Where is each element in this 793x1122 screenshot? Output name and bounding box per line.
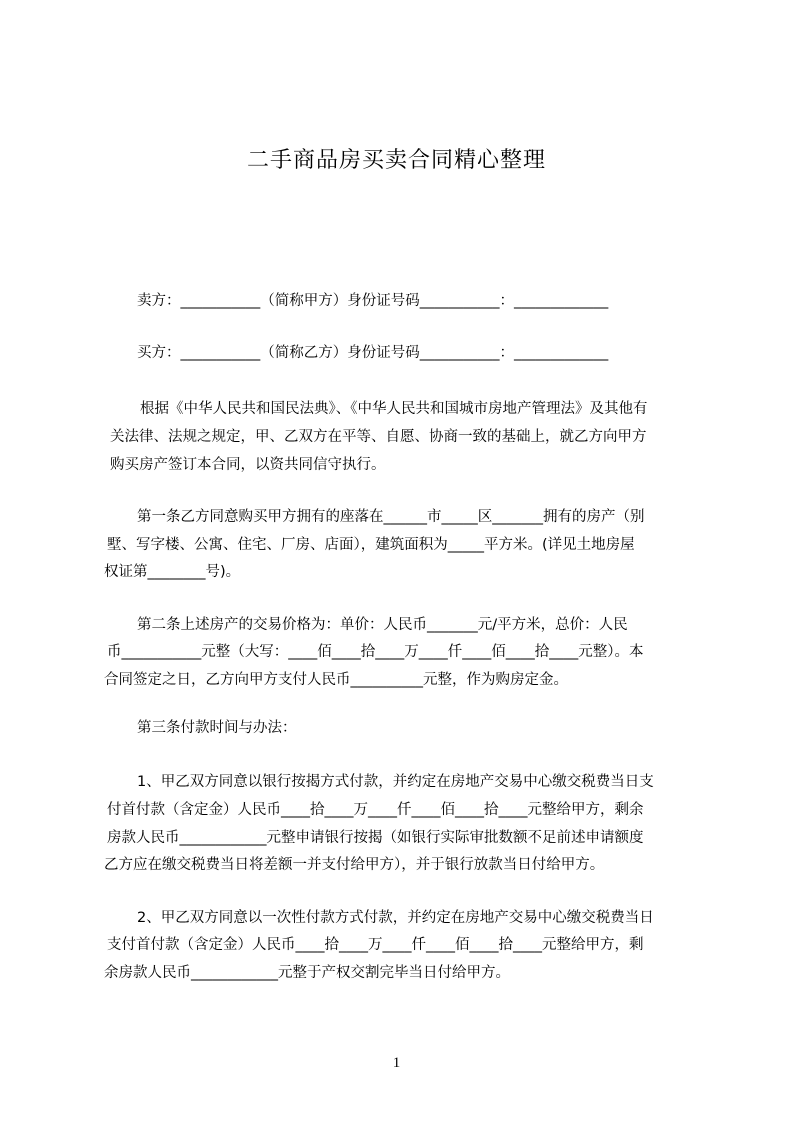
document-title: 二手商品房买卖合同精心整理	[246, 148, 546, 173]
paragraph-line: 乙方应在缴交税费当日将差额一并支付给甲方），并于银行放款当日付给甲方。	[104, 857, 605, 873]
paragraph-line: 房款人民币____________元整申请银行按揭（如银行实际审批数额不足前述申请额度	[107, 830, 644, 846]
article-3-heading: 第三条付款时间与办法：	[137, 720, 297, 736]
paragraph-line: 购买房产签订本合同，以资共同信守执行。	[110, 457, 386, 473]
paragraph-line: 1、甲乙双方同意以银行按揭方式付款，并约定在房地产交易中心缴交税费当日支	[137, 774, 654, 790]
page-number: 1	[392, 1055, 401, 1071]
paragraph-line: 币___________元整（大写：____佰____拾____万____仟____佰____拾____元整）。本	[107, 644, 644, 660]
paragraph-line: 付首付款（含定金）人民币____拾____万____仟____佰____拾____元整给甲方，剩余	[107, 802, 644, 818]
paragraph-line: 支付首付款（含定金）人民币____拾____万____仟____佰____拾____元整给甲方，剩	[107, 937, 644, 953]
paragraph-line: 2、甲乙双方同意以一次性付款方式付款，并约定在房地产交易中心缴交税费当日	[137, 910, 654, 926]
paragraph-line: 权证第________号)。	[104, 564, 241, 580]
seller-line: 卖方：___________（简称甲方）身份证号码___________：_____________	[137, 293, 609, 309]
paragraph-line: 根据《中华人民共和国民法典》、《中华人民共和国城市房地产管理法》及其他有	[140, 401, 648, 417]
paragraph-line: 余房款人民币____________元整于产权交割完毕当日付给甲方。	[104, 965, 510, 981]
buyer-line: 买方：___________（简称乙方）身份证号码___________：_____________	[137, 345, 609, 361]
paragraph-line: 合同签定之日，乙方向甲方支付人民币__________元整，作为购房定金。	[104, 672, 568, 688]
paragraph-line: 第一条乙方同意购买甲方拥有的座落在______市_____区_______拥有的房产（别	[137, 509, 645, 525]
paragraph-line: 关法律、法规之规定，甲、乙双方在平等、自愿、协商一致的基础上，就乙方向甲方	[110, 429, 647, 445]
paragraph-line: 第二条上述房产的交易价格为：单价：人民币_______元/平方米，总价：人民	[137, 617, 628, 633]
paragraph-line: 墅、写字楼、公寓、住宅、厂房、店面），建筑面积为_____平方米。(详见土地房屋	[107, 537, 635, 553]
